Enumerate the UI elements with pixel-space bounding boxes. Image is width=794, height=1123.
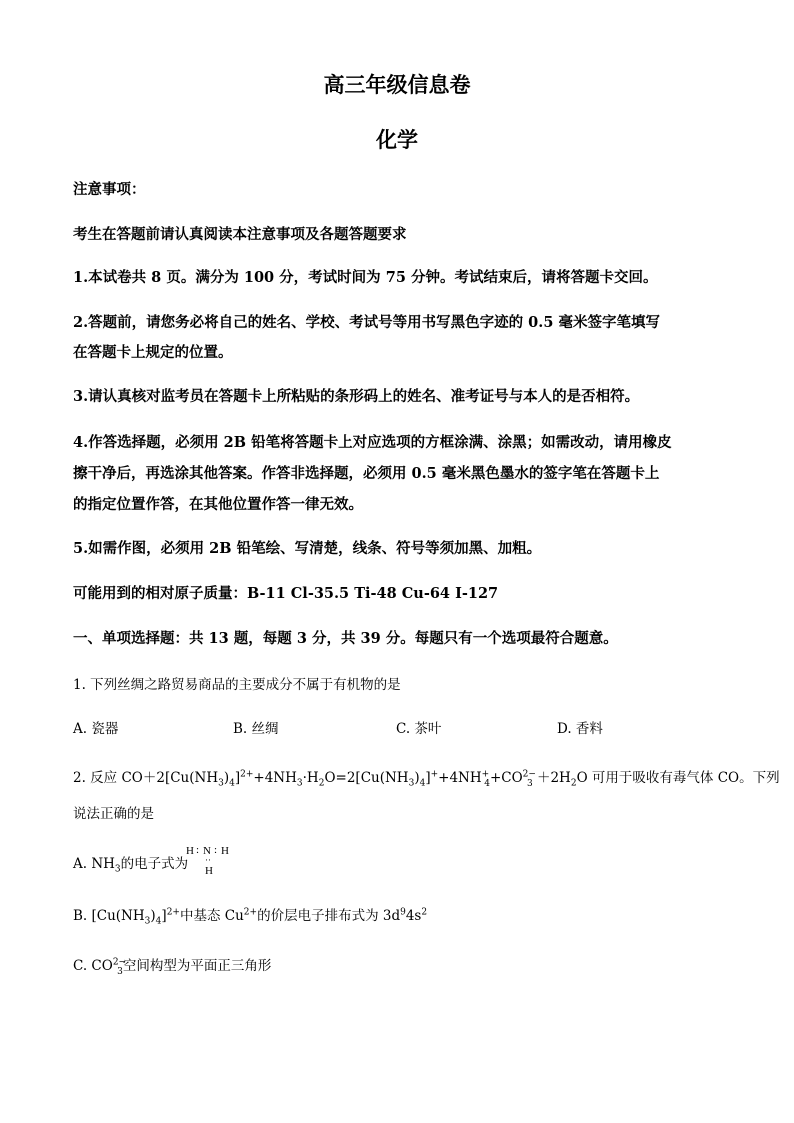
question-2-stem-line-1: 2. 反应 $CO+2[Cu(NH_3)_4]^{2+}+4NH_3\cdot H_2O=2[Cu(NH_3)_4]^++4NH^+_4+CO^{2-}_3 +2H_2O$ 可用于吸收有毒气体 CO。下列 [73, 769, 780, 789]
notes-item-1: 1.本试卷共 8 页。满分为 100 分，考试时间为 75 分钟。考试结束后，请将答题卡交回。 [73, 269, 658, 286]
notes-item-2-line-1: 2.答题前，请您务必将自己的姓名、学校、考试号等用书写黑色字迹的 0.5 毫米签字笔填写 [73, 314, 660, 331]
question-2-option-b: B. $[Cu(NH_3)_4]^{2+}$中基态 $Cu^{2+}$的价层电子排布式为 $3d^94s^2$ [73, 907, 428, 927]
question-1-option-d: D. 香料 [557, 721, 603, 737]
question-1-option-b: B. 丝绸 [233, 721, 279, 737]
question-1-option-c: C. 茶叶 [396, 721, 442, 737]
question-2-option-c: C. $CO^{2-}_3$空间构型为平面正三角形 [73, 957, 272, 977]
notes-item-5: 5.如需作图，必须用 2B 铅笔绘、写清楚，线条、符号等须加黑、加粗。 [73, 540, 542, 557]
notes-intro: 考生在答题前请认真阅读本注意事项及各题答题要求 [73, 226, 407, 243]
notes-heading: 注意事项： [73, 181, 146, 198]
question-2-stem-line-2: 说法正确的是 [73, 806, 154, 822]
atomic-masses: 可能用到的相对原子质量：B-11 Cl-35.5 Ti-48 Cu-64 I-127 [73, 585, 499, 602]
notes-item-4-line-3: 的指定位置作答，在其他位置作答一律无效。 [73, 496, 363, 513]
question-1-stem: 1. 下列丝绸之路贸易商品的主要成分不属于有机物的是 [73, 677, 401, 693]
question-1-option-a: A. 瓷器 [73, 721, 119, 737]
nh3-lewis-structure: H : N : H ·· H [186, 844, 229, 877]
notes-item-2-line-2: 在答题卡上规定的位置。 [73, 344, 233, 361]
notes-item-4-line-2: 擦干净后，再选涂其他答案。作答非选择题，必须用 0.5 毫米黑色墨水的签字笔在答题卡上 [73, 465, 660, 482]
notes-item-4-line-1: 4.作答选择题，必须用 2B 铅笔将答题卡上对应选项的方框涂满、涂黑；如需改动，请用橡皮 [73, 434, 672, 451]
question-2-option-a: A. $NH_3$的电子式为 [73, 856, 189, 875]
notes-item-3: 3.请认真核对监考员在答题卡上所粘贴的条形码上的姓名、准考证号与本人的是否相符。 [73, 388, 640, 405]
section-1-heading: 一、单项选择题：共 13 题，每题 3 分，共 39 分。每题只有一个选项最符合题意。 [73, 630, 618, 647]
exam-title: 高三年级信息卷 [323, 72, 471, 97]
subject-title: 化学 [376, 127, 418, 152]
